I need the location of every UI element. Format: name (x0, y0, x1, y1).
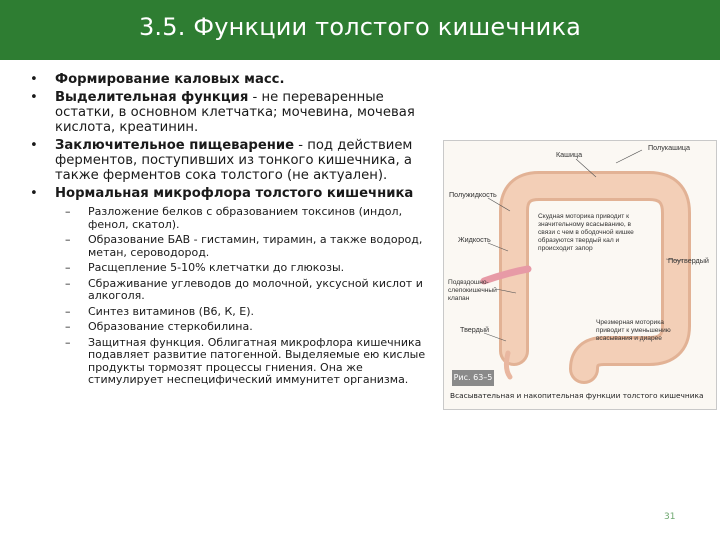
bullet-item (30, 72, 430, 87)
label-kashitsa: Кашица (556, 150, 583, 159)
slide-title: 3.5. Функции толстого кишечника (138, 13, 582, 41)
sub-item (65, 335, 430, 387)
bullet-icon: • (30, 90, 38, 105)
bullet-icon: • (30, 186, 38, 201)
bullet-text: - не переваренные остатки, в основном клетчатка; мочевина, мочевая кислота, креатинин. (55, 90, 415, 135)
note-top-wrap (538, 213, 648, 283)
figure-number: Рис. 63–5 (452, 370, 494, 386)
bullet-list (30, 72, 430, 387)
bullet-icon: • (30, 138, 38, 153)
sub-item-text: Защитная функция. Облигатная микрофлора кишечника подавляет развитие патогенной. Выделяемые ею кислые продукты тормозят процессы гниения. Она же стимулирует неспецифический иммунитет организма. (88, 335, 426, 386)
label-polukashitsa: Полукашица (648, 143, 690, 152)
colon-diagram (444, 141, 716, 409)
label-poluzhidkost: Полужидкость (449, 190, 497, 199)
sub-list (30, 206, 430, 387)
colon-figure (443, 140, 717, 410)
dash-icon: – (65, 261, 71, 274)
bullet-item (30, 90, 430, 135)
sub-item (65, 233, 430, 259)
bullet-icon: • (30, 72, 38, 87)
dash-icon: – (65, 304, 71, 318)
sub-item (65, 276, 430, 303)
sub-item-text: Разложение белков с образованием токсинов (индол, фенол, скатол). (88, 205, 403, 231)
sub-item-text: Синтез витаминов (В6, К, Е). (88, 304, 255, 318)
note-top: Скудная моторика приводит к значительному всасыванию, в связи с чем в ободочной кишке образуются твердый кал и происходит запор (538, 213, 634, 252)
bullet-bold-text: Заключительное пищеварение (55, 138, 295, 153)
bullet-bold-text: Формирование каловых масс. (55, 72, 285, 87)
bullet-item (30, 186, 430, 387)
note-bottom-wrap (596, 319, 686, 365)
sub-item-text: Образование стеркобилина. (88, 320, 253, 333)
sub-item (65, 261, 430, 275)
sub-item-text: Расщепление 5-10% клетчатки до глюкозы. (88, 261, 345, 274)
label-zhidkost: Жидкость (458, 235, 491, 244)
dash-icon: – (65, 335, 71, 349)
sub-item (65, 205, 430, 231)
dash-icon: – (65, 205, 71, 218)
note-bottom: Чрезмерная моторика приводит к уменьшению всасывания и диарее (596, 319, 671, 342)
slide-content (30, 72, 430, 390)
sub-item (65, 304, 430, 319)
figure-caption: Всасывательная и накопительная функции толстого кишечника (450, 391, 704, 400)
bullet-text: - под действием ферментов, поступивших из тонкого кишечника, а также ферментов сока толстого (не актуален). (55, 138, 413, 183)
bullet-item (30, 138, 430, 183)
label-ileocecal: Подвздошно-слепокишечный клапан (448, 279, 497, 302)
label-poutverdyi: Поутвердый (668, 256, 709, 265)
sub-item (65, 320, 430, 334)
label-ileocecal-wrap (448, 279, 500, 309)
label-tverdyi: Твердый (460, 325, 490, 334)
dash-icon: – (65, 320, 71, 333)
bullet-bold-text: Выделительная функция (55, 90, 249, 105)
dash-icon: – (65, 276, 71, 290)
page-number: 31 (664, 512, 676, 522)
sub-item-text: Сбраживание углеводов до молочной, уксусной кислот и алкоголя. (88, 276, 423, 302)
bullet-bold-text: Нормальная микрофлора толстого кишечника (55, 186, 414, 201)
sub-item-text: Образование БАВ - гистамин, тирамин, а также водород, метан, сероводород. (88, 233, 423, 259)
dash-icon: – (65, 233, 71, 246)
title-bar (0, 0, 720, 60)
